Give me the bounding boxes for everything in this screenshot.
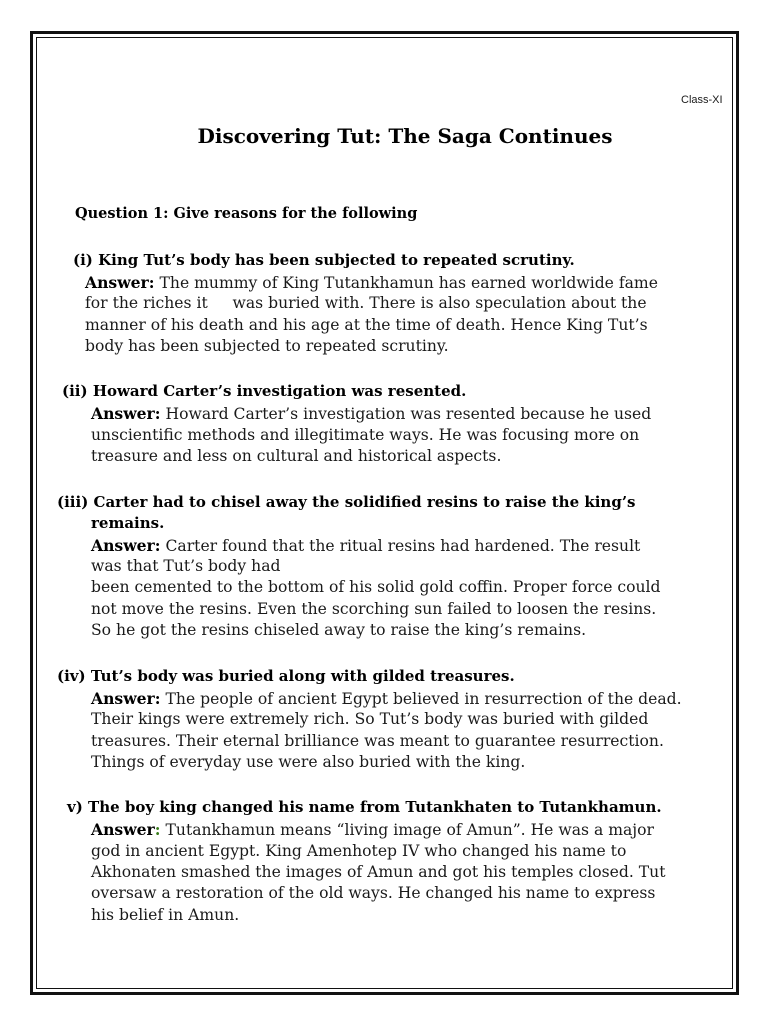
answer-5-line-2: god in ancient Egypt. King Amenhotep IV who changed his name to [91,842,627,860]
answer-4-line-2: Their kings were extremely rich. So Tut’s body was buried with gilded [91,710,649,728]
sub-question-3-heading-cont: remains. [91,514,165,532]
page-title: Discovering Tut: The Saga Continues [197,124,613,148]
answer-3-line-2: was that Tut’s body had [91,557,281,575]
answer-4-line-4: Things of everyday use were also buried with the king. [91,753,526,771]
sub-question-2-heading: (ii) Howard Carter’s investigation was resented. [62,382,467,400]
class-label: Class-XI [681,94,723,106]
answer-3-line-4: not move the resins. Even the scorching sun failed to loosen the resins. [91,600,657,618]
answer-5-line-1: Answer: Tutankhamun means “living image of Amun”. He was a major [91,820,654,839]
sub-question-5-heading: v) The boy king changed his name from Tutankhaten to Tutankhamun. [67,798,662,816]
sub-question-3-heading: (iii) Carter had to chisel away the solidified resins to raise the king’s [57,493,636,511]
sub-question-1-heading: (i) King Tut’s body has been subjected to repeated scrutiny. [73,251,575,269]
answer-1-line-3: manner of his death and his age at the time of death. Hence King Tut’s [85,316,648,334]
answer-label: Answer: [85,273,155,292]
answer-4-line-1: Answer: The people of ancient Egypt believed in resurrection of the dead. [91,689,682,708]
answer-3-line-5: So he got the resins chiseled away to raise the king’s remains. [91,621,587,639]
answer-1-line-4: body has been subjected to repeated scrutiny. [85,337,449,355]
question-heading: Question 1: Give reasons for the following [75,205,418,222]
answer-label: Answer: [91,820,161,839]
answer-2-line-3: treasure and less on cultural and historical aspects. [91,447,502,465]
answer-5-line-4: oversaw a restoration of the old ways. He changed his name to express [91,884,656,902]
answer-2-line-1: Answer: Howard Carter’s investigation was resented because he used [91,404,652,423]
answer-4-line-3: treasures. Their eternal brilliance was meant to guarantee resurrection. [91,732,664,750]
sub-question-4-heading: (iv) Tut’s body was buried along with gilded treasures. [57,667,515,685]
answer-label: Answer: [91,536,161,555]
answer-3-line-1: Answer: Carter found that the ritual resins had hardened. The result [91,536,641,555]
answer-5-line-5: his belief in Amun. [91,906,240,924]
answer-label: Answer: [91,404,161,423]
answer-2-line-2: unscientific methods and illegitimate ways. He was focusing more on [91,426,640,444]
answer-3-line-3: been cemented to the bottom of his solid gold coffin. Proper force could [91,578,661,596]
answer-1-line-1: Answer: The mummy of King Tutankhamun has earned worldwide fame [85,273,658,292]
answer-label: Answer: [91,689,161,708]
answer-5-line-3: Akhonaten smashed the images of Amun and got his temples closed. Tut [91,863,666,881]
answer-1-line-2: for the riches it was buried with. There is also speculation about the [85,294,647,312]
